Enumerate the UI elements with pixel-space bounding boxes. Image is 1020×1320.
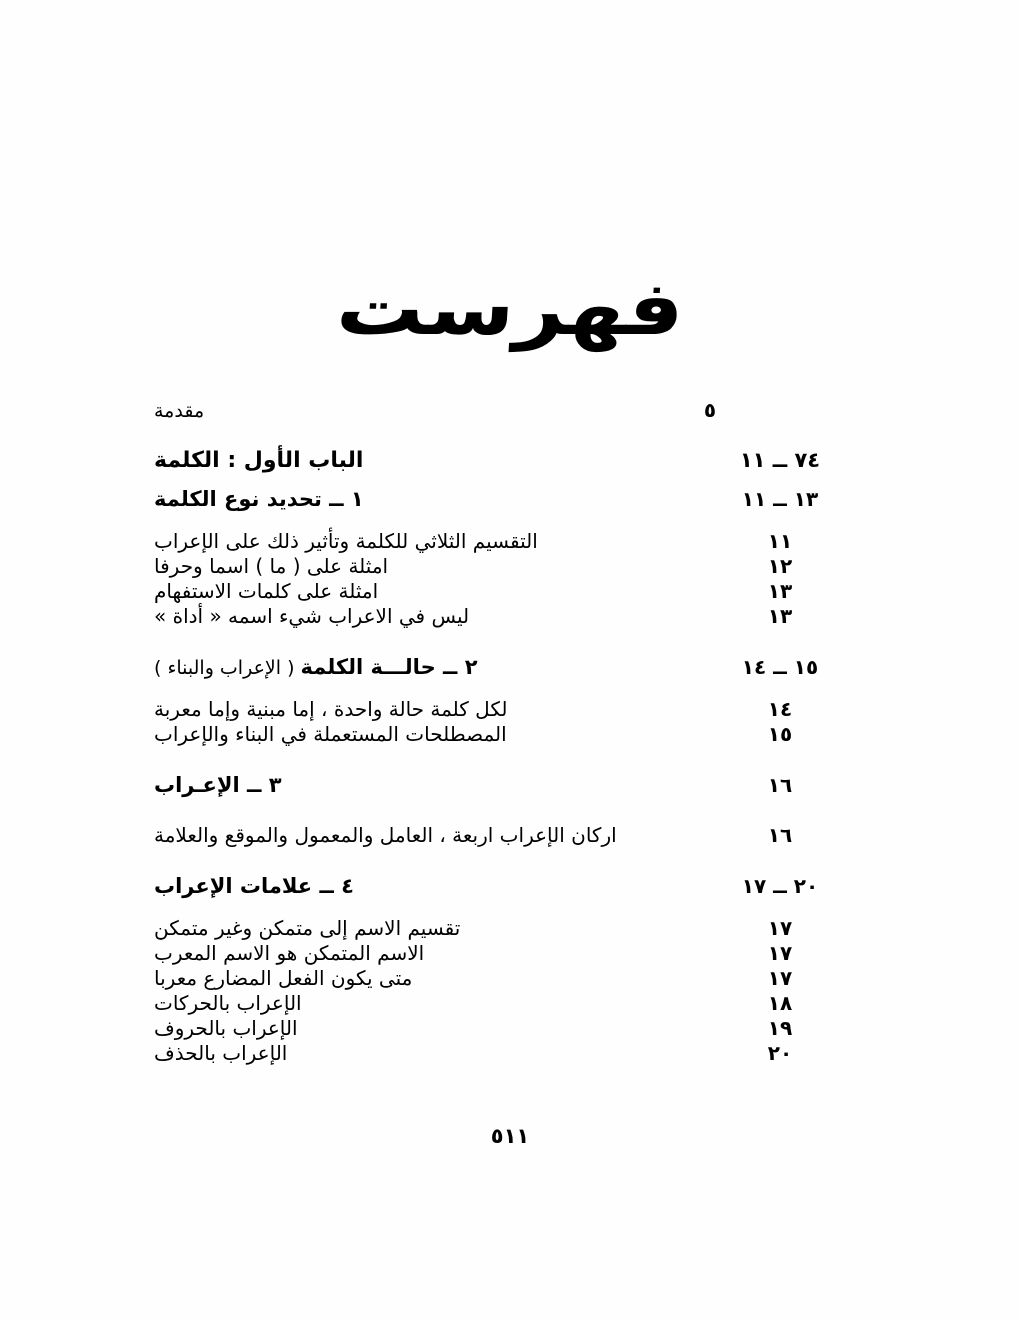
toc-pages: ١٥ [767, 722, 793, 746]
toc-entry-label: مقدمة [154, 400, 205, 422]
toc-pages: ١٥ ــ ١٤ [741, 655, 819, 679]
toc-section-label [150, 487, 690, 511]
toc-section-title: ٣ ــ الإعـراب [154, 773, 282, 797]
toc-row-subentry [150, 722, 870, 746]
toc-pages: ١٣ [767, 604, 793, 628]
toc-pages: ١٧ [767, 916, 793, 940]
toc-row-section-2 [150, 655, 870, 679]
toc-pages: ١١ [767, 529, 793, 553]
toc-pages: ١٣ [767, 579, 793, 603]
toc-entry-label: ليس في الاعراب شيء اسمه « أداة » [154, 604, 470, 628]
toc-entry-label: الاسم المتمكن هو الاسم المعرب [154, 941, 425, 965]
toc-entry-label: متى يكون الفعل المضارع معربا [154, 966, 413, 990]
toc-pages: ١٦ [767, 773, 793, 797]
toc-row-subentry [150, 529, 870, 553]
toc-section-label [150, 773, 690, 797]
page-title: فهرست [333, 266, 687, 352]
toc-row-subentry [150, 966, 870, 990]
toc-part-label: الباب الأول : الكلمة [154, 448, 364, 473]
table-of-contents [150, 398, 870, 1066]
spacer [150, 803, 870, 823]
spacer [150, 904, 870, 916]
spacer [150, 848, 870, 874]
toc-entry-label: التقسيم الثلاثي للكلمة وتأثير ذلك على الإعراب [154, 529, 538, 553]
toc-entry-label: الإعراب بالحذف [154, 1041, 288, 1065]
toc-pages: ١٨ [767, 991, 793, 1015]
toc-row-subentry [150, 991, 870, 1015]
toc-section-label [150, 874, 690, 898]
toc-row-section-3 [150, 773, 870, 797]
toc-row-subentry [150, 916, 870, 940]
spacer [150, 747, 870, 773]
page-title-block [0, 266, 1020, 352]
toc-pages: ١٧ [767, 941, 793, 965]
toc-row-section-4 [150, 874, 870, 898]
toc-entry-label: الإعراب بالحركات [154, 991, 302, 1015]
toc-row-subentry [150, 1016, 870, 1040]
toc-row-subentry [150, 579, 870, 603]
toc-pages: ١٧ [767, 966, 793, 990]
toc-pages: ٢٠ [767, 1041, 793, 1065]
toc-row-section-1 [150, 487, 870, 511]
toc-pages: ٢٠ ــ ١٧ [741, 874, 819, 898]
toc-section-label [150, 655, 690, 679]
toc-row-subentry [150, 823, 870, 847]
page-folio-number: ٥١١ [490, 1124, 530, 1148]
toc-section-title: ٤ ــ علامات الإعراب [154, 874, 354, 898]
toc-pages: ١٩ [767, 1016, 793, 1040]
toc-section-suffix: ( الإعراب والبناء ) [154, 657, 301, 679]
toc-row-subentry [150, 554, 870, 578]
toc-entry-label: الإعراب بالحروف [154, 1016, 298, 1040]
toc-row-part [150, 448, 870, 473]
spacer [150, 517, 870, 529]
spacer [150, 685, 870, 697]
toc-pages: ١٦ [767, 823, 793, 847]
toc-entry-label: امثلة على كلمات الاستفهام [154, 579, 379, 603]
toc-entry-label: تقسيم الاسم إلى متمكن وغير متمكن [154, 916, 461, 940]
toc-pages: ٧٤ ــ ١١ [739, 448, 821, 472]
toc-entry-label: امثلة على ( ما ) اسما وحرفا [154, 554, 389, 578]
toc-section-title: ١ ــ تحديد نوع الكلمة [154, 487, 364, 511]
toc-entry-label: اركان الإعراب اربعة ، العامل والمعمول والموقع والعلامة [154, 823, 617, 847]
toc-entry-label: لكل كلمة حالة واحدة ، إما مبنية وإما معربة [154, 697, 508, 721]
toc-row-subentry [150, 1041, 870, 1065]
toc-row-subentry [150, 697, 870, 721]
toc-pages: ١٣ ــ ١١ [741, 487, 819, 511]
toc-pages: ١٤ [767, 697, 793, 721]
toc-row-front-matter [150, 398, 870, 422]
toc-row-subentry [150, 941, 870, 965]
toc-entry-label: المصطلحات المستعملة في البناء والإعراب [154, 722, 507, 746]
toc-section-title: ٢ ــ حالـــة الكلمة [300, 655, 478, 679]
toc-pages: ٥ [703, 398, 717, 422]
spacer [150, 629, 870, 655]
toc-pages: ١٢ [767, 554, 793, 578]
toc-row-subentry [150, 604, 870, 628]
